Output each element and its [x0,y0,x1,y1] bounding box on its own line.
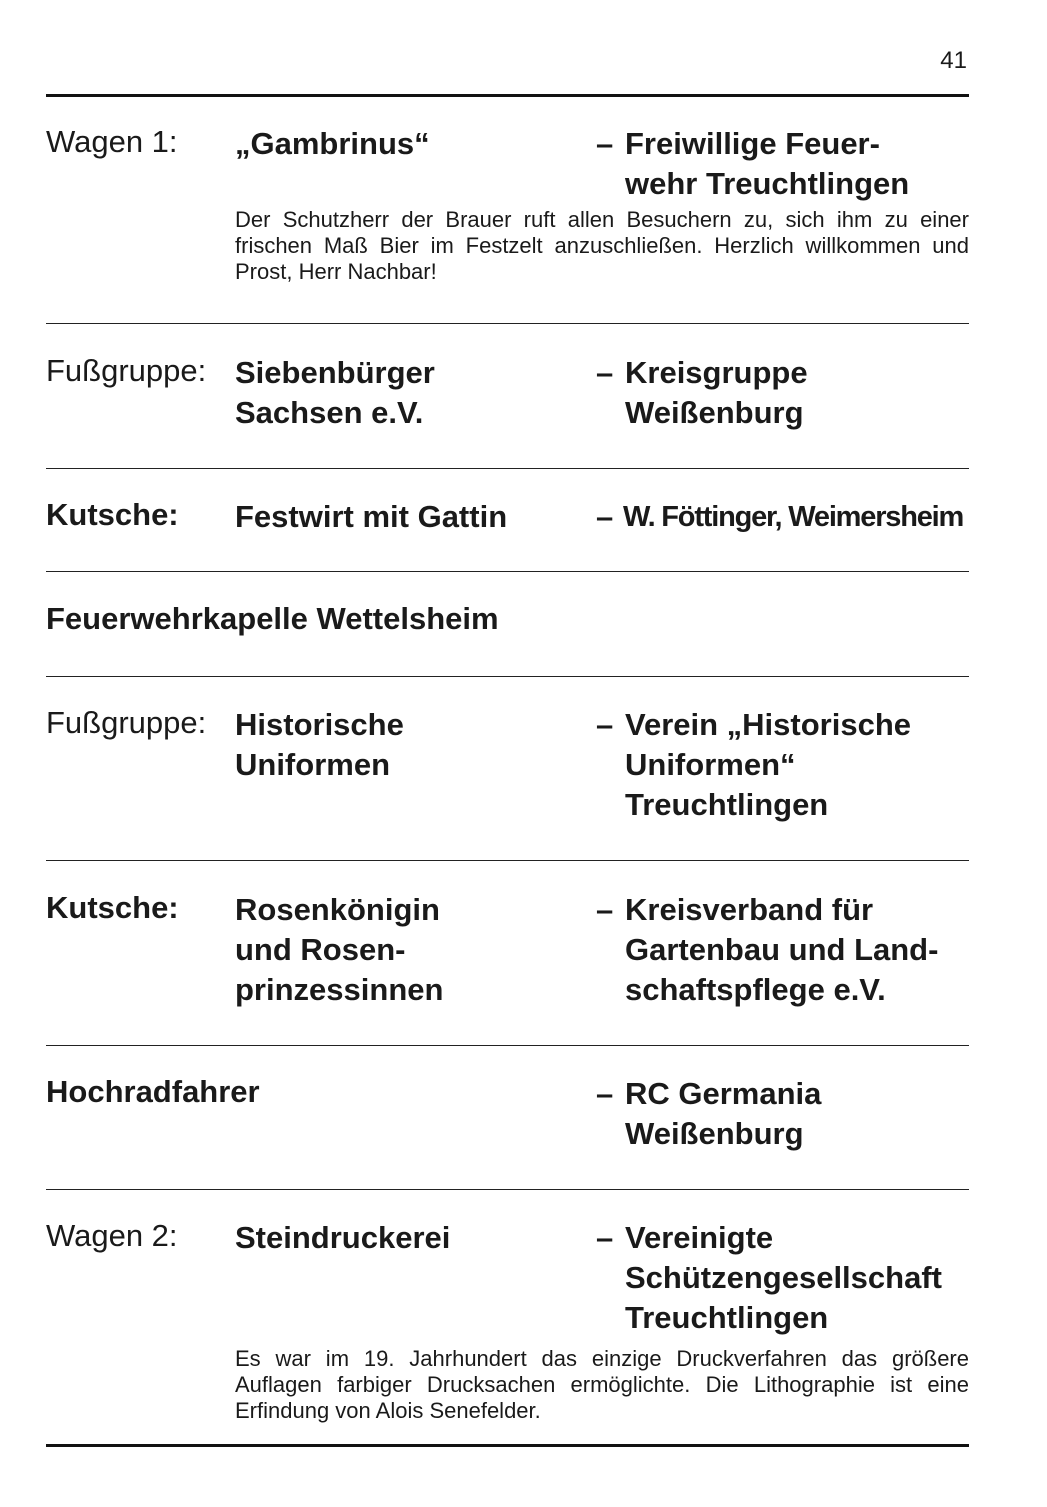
divider [46,468,969,469]
entry-description: Der Schutzherr der Brauer ruft allen Besuchern zu, sich ihm zu einer frischen Maß Bier im Festzelt anzuschließen. Herzlich willkommen und Prost, Herr Nachbar! [235,207,969,284]
entry-title: Festwirt mit Gattin [235,499,508,534]
entry-organization: – Kreisverband für Gartenbau und Land- schaftspflege e.V. [596,892,939,1007]
divider [46,323,969,324]
entry-title: „Gambrinus“ [235,126,430,161]
bottom-rule [46,1444,969,1447]
divider [46,1045,969,1046]
entry-type: Kutsche: [46,497,179,532]
divider [46,676,969,677]
entry-organization: – RC Germania Weißenburg [596,1076,822,1151]
entry-title: Rosenkönigin und Rosen- prinzessinnen [235,892,444,1007]
entry-title: Hochradfahrer [46,1074,260,1109]
divider [46,860,969,861]
entry-type: Wagen 2: [46,1218,178,1253]
entry-type: Kutsche: [46,890,179,925]
entry-organization: – Vereinigte Schützengesellschaft Treuchtlingen [596,1220,942,1335]
page-number: 41 [940,47,967,74]
entry-title: Siebenbürger Sachsen e.V. [235,355,435,430]
divider [46,571,969,572]
entry-title: Feuerwehrkapelle Wettelsheim [46,601,499,636]
top-rule [46,94,969,97]
entry-type: Wagen 1: [46,124,178,159]
entry-organization: – W. Föttinger, Weimersheim [596,499,964,534]
entry-description: Es war im 19. Jahrhundert das einzige Druckverfahren das größere Auflagen farbiger Drucksachen ermöglichte. Die Lithographie ist eine Erfindung von Alois Senefelder. [235,1346,969,1423]
entry-organization: – Kreisgruppe Weißenburg [596,355,808,430]
entry-title: Steindruckerei [235,1220,451,1255]
entry-title: Historische Uniformen [235,707,404,782]
entry-organization: – Freiwillige Feuer- wehr Treuchtlingen [596,126,910,201]
divider [46,1189,969,1190]
entry-organization: – Verein „Historische Uniformen“ Treuchtlingen [596,707,912,822]
entry-type: Fußgruppe: [46,705,207,740]
entry-type: Fußgruppe: [46,353,207,388]
